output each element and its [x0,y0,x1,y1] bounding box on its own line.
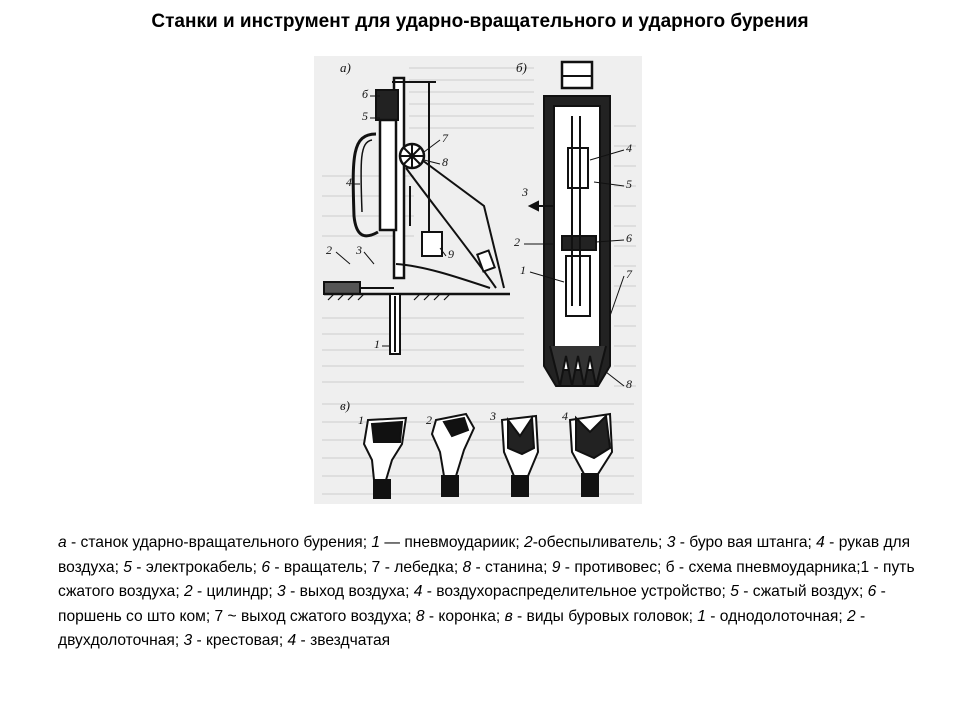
callout-b-8: 8 [626,377,632,391]
slide-title: Станки и инструмент для ударно-вращательного и ударного бурения [151,11,809,32]
callout-v-4: 4 [562,409,568,423]
callout-b-1: 1 [520,263,526,277]
figure-drawing [314,56,642,504]
callout-a-1: 1 [374,337,380,351]
callout-b-7: 7 [626,267,632,281]
callout-a-5: 5 [362,109,368,123]
caption-text: - вращатель; 7 - лебедка; [270,558,463,576]
callout-a-b: б [362,87,369,101]
caption-text: - коронка; [424,607,505,625]
caption-text: - буро вая штанга; [675,534,817,551]
callout-v-1: 1 [358,413,364,427]
caption-text: - рукав для воздуха; [58,534,911,576]
caption-text: - цилиндр; [192,583,278,601]
caption-marker: 3 [183,632,193,650]
caption-marker: 1 [697,607,706,625]
caption-text: - выход воздуха; [285,583,414,601]
callout-b-3: 3 [522,185,528,199]
callout-a-3: 3 [356,243,362,257]
figure-caption [58,531,916,654]
callout-b-4: 4 [626,141,632,155]
caption-marker: 2 [847,607,856,625]
panel-v-label: в) [340,398,350,413]
caption-text: - двухдолоточная; [58,607,866,650]
caption-marker: 2 [524,534,533,551]
drill-heads-panel [340,398,612,498]
caption-text: - виды буровых головок; [512,607,698,625]
caption-text: - противовес; б - схема пневмоударника;1 - путь сжатого воздуха; [58,558,915,601]
caption-text: - станина; [471,558,552,576]
caption-text: - однодолоточная; [705,607,848,625]
caption-marker: 3 [666,534,676,551]
callout-a-9: 9 [448,247,454,261]
caption-text: - крестовая; [192,632,288,650]
caption-marker: 5 [123,558,132,576]
caption-text: - поршень со што ком; 7 ~ выход сжатого воздуха; [58,583,886,625]
drilling-equipment-figure [314,56,642,504]
drill-head-star [570,414,612,496]
callout-b-6: 6 [626,231,632,245]
callout-a-2: 2 [326,243,332,257]
caption-text: - станок ударно-вращательного бурения; [66,534,372,551]
callout-b-5: 5 [626,177,632,191]
caption-marker: 2 [184,583,193,601]
callout-b-2: 2 [514,235,520,249]
caption-text: - звездчатая [296,632,391,650]
caption-marker: 4 [816,534,825,551]
caption-marker: 5 [730,583,739,601]
callout-a-8: 8 [442,155,448,169]
caption-text: - воздухораспределительное устройство; [422,583,731,601]
callout-a-4: 4 [346,175,352,189]
caption-text: -обеспыливатель; [532,534,667,551]
caption-marker: 8 [462,558,472,576]
caption-marker: 6 [867,583,877,601]
caption-marker: 1 [371,534,381,551]
caption-marker: а [58,534,67,551]
drill-head-cross [502,416,538,496]
caption-text: - сжатый воздух; [738,583,868,601]
caption-marker: 4 [413,583,423,601]
callout-v-2: 2 [426,413,432,427]
caption-marker: 9 [551,558,561,576]
callout-v-3: 3 [490,409,496,423]
caption-marker: 3 [277,583,286,601]
panel-a-label: а) [340,60,351,75]
caption-marker: 6 [261,558,271,576]
caption-marker: 4 [287,632,297,650]
panel-b-label: б) [516,60,527,75]
caption-text: - электрокабель; [131,558,262,576]
caption-marker: в [504,607,513,625]
caption-marker: 8 [415,607,425,625]
caption-text: — пневмоудариик; [380,534,525,551]
callout-a-7: 7 [442,131,448,145]
drill-head-double-bit [432,414,474,496]
